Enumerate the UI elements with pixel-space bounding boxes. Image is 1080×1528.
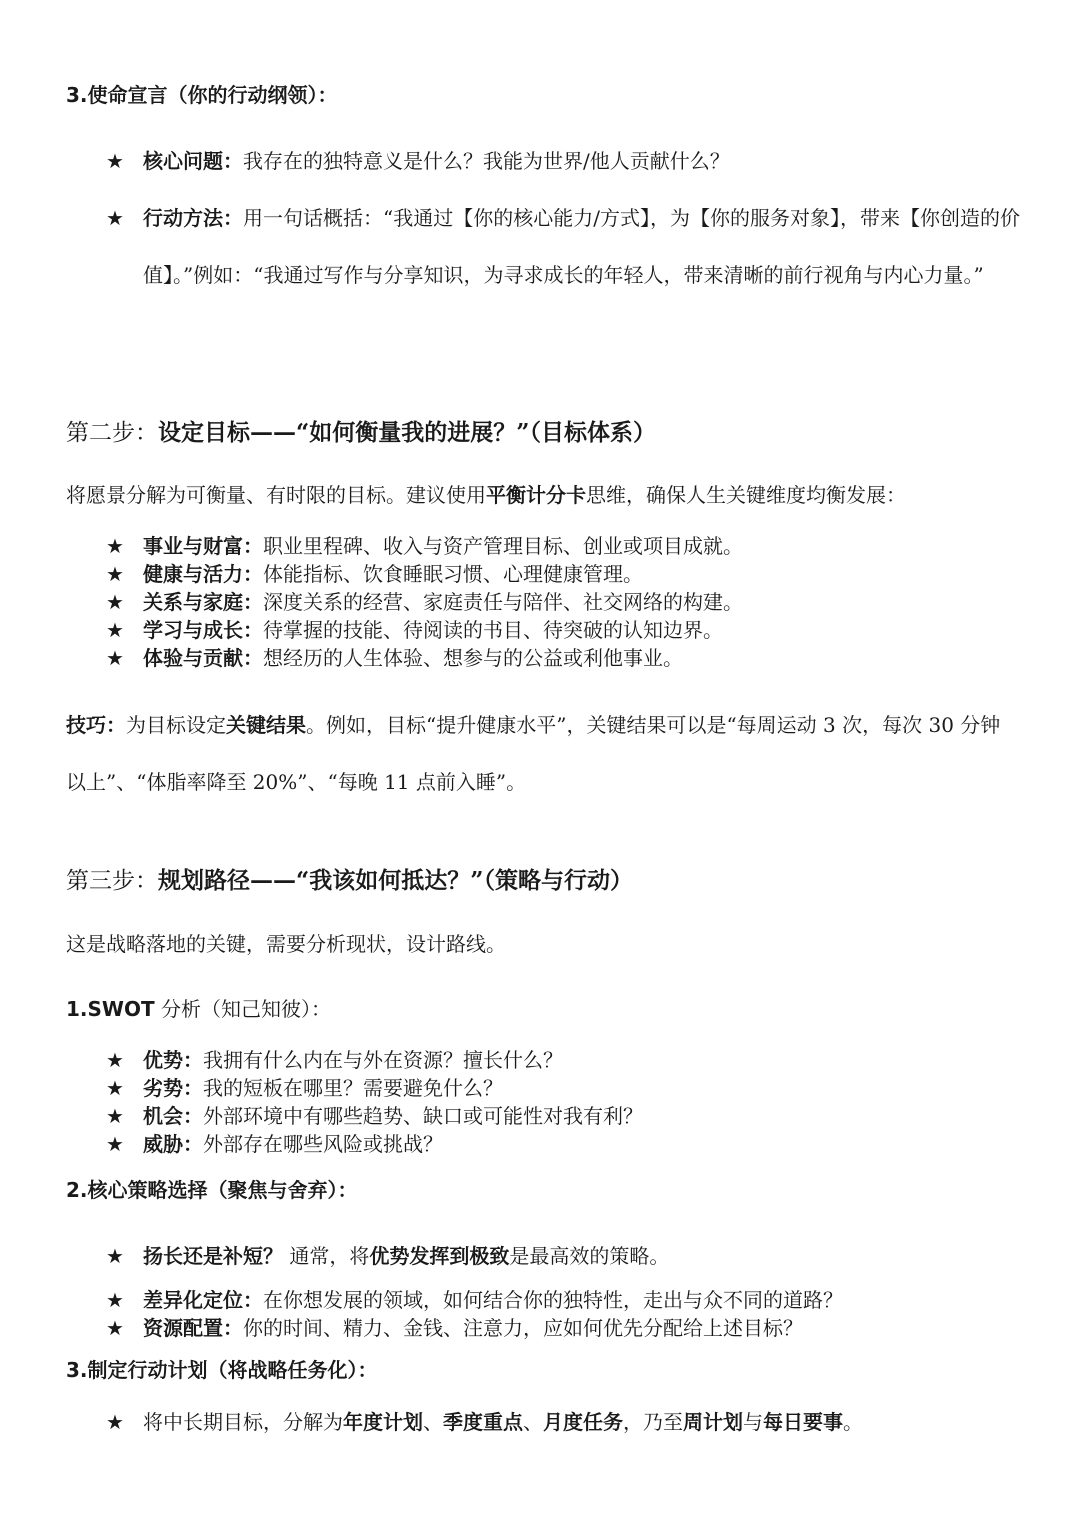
- star-icon: ★: [106, 1048, 124, 1072]
- star-icon: ★: [106, 1288, 124, 1312]
- mission-list: [106, 147, 1026, 175]
- list-item: ★ 劣势：我的短板在哪里？需要避免什么？: [106, 1076, 503, 1100]
- list-item: ★ 行动方法：用一句话概括：“我通过【你的核心能力/方式】，为【你的服务对象】，带来【你创造的价值】。”例如：“我通过写作与分享知识，为寻求成长的年轻人，带来清晰的前行视角与内心力量。”: [106, 206, 1020, 287]
- star-icon: ★: [106, 646, 124, 670]
- list-item: ★ 健康与活力：体能指标、饮食睡眠习惯、心理健康管理。: [106, 562, 643, 586]
- star-icon: ★: [106, 590, 124, 614]
- star-icon: ★: [106, 1316, 124, 1340]
- step2-heading: 第二步：设定目标——“如何衡量我的进展？”（目标体系）: [66, 419, 656, 446]
- mission-list-2: [106, 190, 1026, 304]
- mission-subheading: 3.使命宣言（你的行动纲领）：: [66, 83, 338, 107]
- star-icon: ★: [106, 562, 124, 586]
- star-icon: ★: [106, 1244, 124, 1268]
- list-item: ★ 机会：外部环境中有哪些趋势、缺口或可能性对我有利？: [106, 1104, 643, 1128]
- step2-goal-list: [106, 532, 1026, 672]
- step2-tip: 技巧：为目标设定关键结果。例如，目标“提升健康水平”，关键结果可以是“每周运动 3 次，每次 30 分钟以上”、“体脂率降至 20%”、“每晚 11 点前入睡”。: [66, 713, 1001, 794]
- list-item: ★ 体验与贡献：想经历的人生体验、想参与的公益或利他事业。: [106, 646, 683, 670]
- star-icon: ★: [106, 206, 124, 230]
- star-icon: ★: [106, 1410, 124, 1434]
- star-icon: ★: [106, 1104, 124, 1128]
- swot-subheading: 1.SWOT 分析（知己知彼）：: [66, 997, 331, 1021]
- list-item: ★ 资源配置：你的时间、精力、金钱、注意力，应如何优先分配给上述目标？: [106, 1316, 803, 1340]
- list-item: ★ 扬长还是补短？ 通常，将优势发挥到极致是最高效的策略。: [106, 1244, 670, 1268]
- action-plan-subheading: 3.制定行动计划（将战略任务化）：: [66, 1358, 378, 1382]
- list-item: ★ 差异化定位：在你想发展的领域，如何结合你的独特性，走出与众不同的道路？: [106, 1288, 843, 1312]
- star-icon: ★: [106, 618, 124, 642]
- list-item: ★ 事业与财富：职业里程碑、收入与资产管理目标、创业或项目成就。: [106, 534, 743, 558]
- list-item: ★ 将中长期目标，分解为年度计划、季度重点、月度任务，乃至周计划与每日要事。: [106, 1410, 863, 1434]
- star-icon: ★: [106, 1076, 124, 1100]
- step3-intro: 这是战略落地的关键，需要分析现状，设计路线。: [66, 932, 506, 956]
- action-plan-list: [106, 1408, 1026, 1436]
- list-item: ★ 优势：我拥有什么内在与外在资源？擅长什么？: [106, 1048, 563, 1072]
- core-strategy-list: [106, 1242, 1026, 1342]
- list-item: ★ 威胁：外部存在哪些风险或挑战？: [106, 1132, 443, 1156]
- star-icon: ★: [106, 1132, 124, 1156]
- list-item: ★ 核心问题：我存在的独特意义是什么？我能为世界/他人贡献什么？: [106, 149, 730, 173]
- step3-heading: 第三步：规划路径——“我该如何抵达？”（策略与行动）: [66, 867, 633, 894]
- star-icon: ★: [106, 149, 124, 173]
- core-strategy-subheading: 2.核心策略选择（聚焦与舍弃）：: [66, 1178, 358, 1202]
- swot-list: [106, 1046, 1026, 1158]
- list-item: ★ 关系与家庭：深度关系的经营、家庭责任与陪伴、社交网络的构建。: [106, 590, 743, 614]
- list-item: ★ 学习与成长：待掌握的技能、待阅读的书目、待突破的认知边界。: [106, 618, 723, 642]
- star-icon: ★: [106, 534, 124, 558]
- step2-intro: 将愿景分解为可衡量、有时限的目标。建议使用平衡计分卡思维，确保人生关键维度均衡发展：: [66, 483, 906, 507]
